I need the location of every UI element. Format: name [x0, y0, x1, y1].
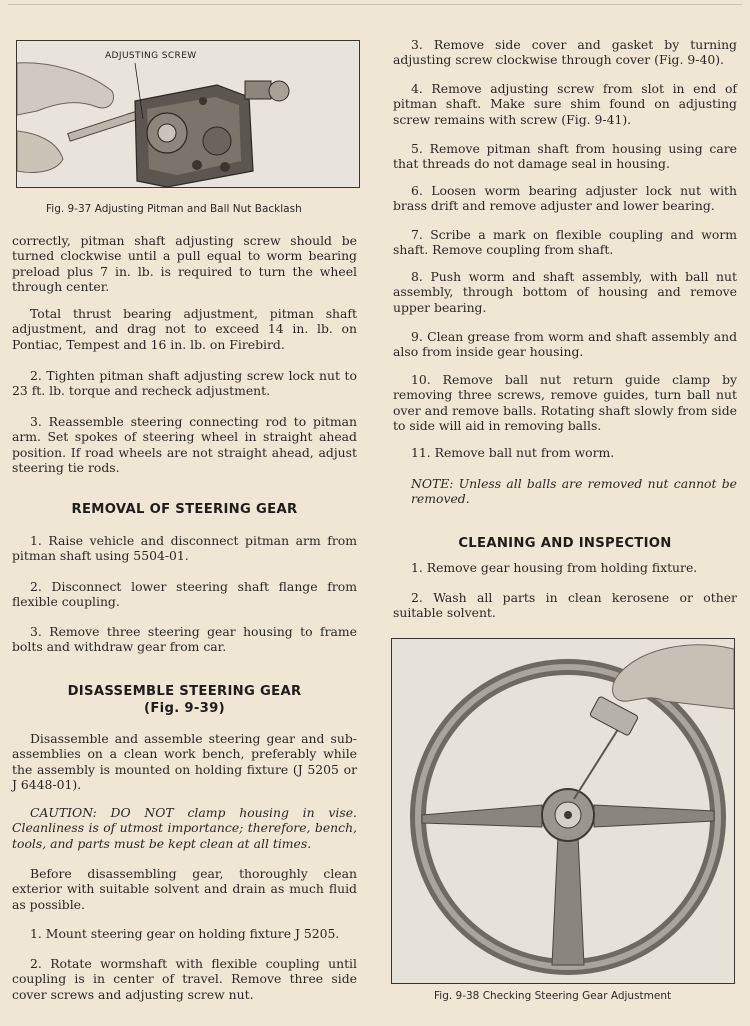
- step-4-remove-adjusting-screw: 4. Remove adjusting screw from slot in end of pitman shaft. Make sure shim found on adjusting screw remains with screw (Fig. 9-41).: [393, 81, 737, 127]
- step-9-clean-grease: 9. Clean grease from worm and shaft assembly and also from inside gear housing.: [393, 329, 737, 360]
- paragraph-continued: correctly, pitman shaft adjusting screw should be turned clockwise until a pull equal to worm bearing preload plus 7 in. lb. is required to turn the wheel through center.: [12, 233, 357, 295]
- disassemble-step-1: 1. Mount steering gear on holding fixture J 5205.: [30, 926, 340, 941]
- cleaning-step-1: 1. Remove gear housing from holding fixture.: [411, 560, 698, 575]
- step-2-tighten-lock-nut: 2. Tighten pitman shaft adjusting screw lock nut to 23 ft. lb. torque and recheck adjustment.: [12, 368, 357, 399]
- removal-step-1: 1. Raise vehicle and disconnect pitman arm from pitman shaft using 5504-01.: [12, 533, 357, 564]
- removal-step-2: 2. Disconnect lower steering shaft flange from flexible coupling.: [12, 579, 357, 610]
- heading-removal-of-steering-gear: REMOVAL OF STEERING GEAR: [71, 502, 298, 517]
- heading-cleaning-and-inspection: CLEANING AND INSPECTION: [458, 536, 672, 551]
- note-balls-removed: NOTE: Unless all balls are removed nut cannot be removed.: [411, 476, 737, 507]
- cleaning-step-2: 2. Wash all parts in clean kerosene or other suitable solvent.: [393, 590, 737, 621]
- removal-step-3: 3. Remove three steering gear housing to frame bolts and withdraw gear from car.: [12, 624, 357, 655]
- paragraph-total-thrust: Total thrust bearing adjustment, pitman shaft adjustment, and drag not to exceed 14 in. lb. on Pontiac, Tempest and 16 in. lb. on Firebird.: [12, 306, 357, 352]
- figure-9-37-photo: [16, 40, 360, 188]
- step-3-remove-side-cover: 3. Remove side cover and gasket by turning adjusting screw clockwise through cover (Fig. 9-40).: [393, 37, 737, 68]
- figure-9-38-photo: [391, 638, 735, 984]
- figure-9-38-caption: Fig. 9-38 Checking Steering Gear Adjustment: [434, 990, 672, 1002]
- step-5-remove-pitman-shaft: 5. Remove pitman shaft from housing using care that threads do not damage seal in housing.: [393, 141, 737, 172]
- heading-disassemble-steering-gear: DISASSEMBLE STEERING GEAR: [67, 684, 302, 699]
- steering-wheel-photo: [392, 639, 734, 983]
- heading-figure-reference: (Fig. 9-39): [144, 701, 225, 716]
- steering-gear-photo: [17, 41, 359, 187]
- adjusting-screw-callout: ADJUSTING SCREW: [105, 51, 197, 61]
- step-3-reassemble: 3. Reassemble steering connecting rod to pitman arm. Set spokes of steering wheel in straight ahead position. If road wheels are not straight ahead, adjust steering tie rods.: [12, 414, 357, 476]
- top-rule: [8, 4, 742, 5]
- step-8-push-worm: 8. Push worm and shaft assembly, with ball nut assembly, through bottom of housing and remove upper bearing.: [393, 269, 737, 315]
- caution-note: CAUTION: DO NOT clamp housing in vise. Cleanliness is of utmost importance; therefore, bench, tools, and parts must be kept clean at all times.: [12, 805, 357, 851]
- step-10-remove-ball-nut-guide: 10. Remove ball nut return guide clamp by removing three screws, remove guides, turn ball nut over and remove balls. Rotating shaft slowly from side to side will aid in removing balls.: [393, 372, 737, 434]
- figure-9-37-caption: Fig. 9-37 Adjusting Pitman and Ball Nut Backlash: [46, 203, 302, 215]
- disassemble-step-2: 2. Rotate wormshaft with flexible coupling until coupling is in center of travel. Remove three side cover screws and adjusting screw nut.: [12, 956, 357, 1002]
- step-11-remove-ball-nut: 11. Remove ball nut from worm.: [411, 445, 615, 460]
- step-6-loosen-worm-bearing: 6. Loosen worm bearing adjuster lock nut with brass drift and remove adjuster and lower bearing.: [393, 183, 737, 214]
- step-7-scribe-mark: 7. Scribe a mark on flexible coupling and worm shaft. Remove coupling from shaft.: [393, 227, 737, 258]
- disassemble-before: Before disassembling gear, thoroughly clean exterior with suitable solvent and drain as much fluid as possible.: [12, 866, 357, 912]
- disassemble-intro: Disassemble and assemble steering gear and sub-assemblies on a clean work bench, preferably while the assembly is mounted on holding fixture (J 5205 or J 6448-01).: [12, 731, 357, 793]
